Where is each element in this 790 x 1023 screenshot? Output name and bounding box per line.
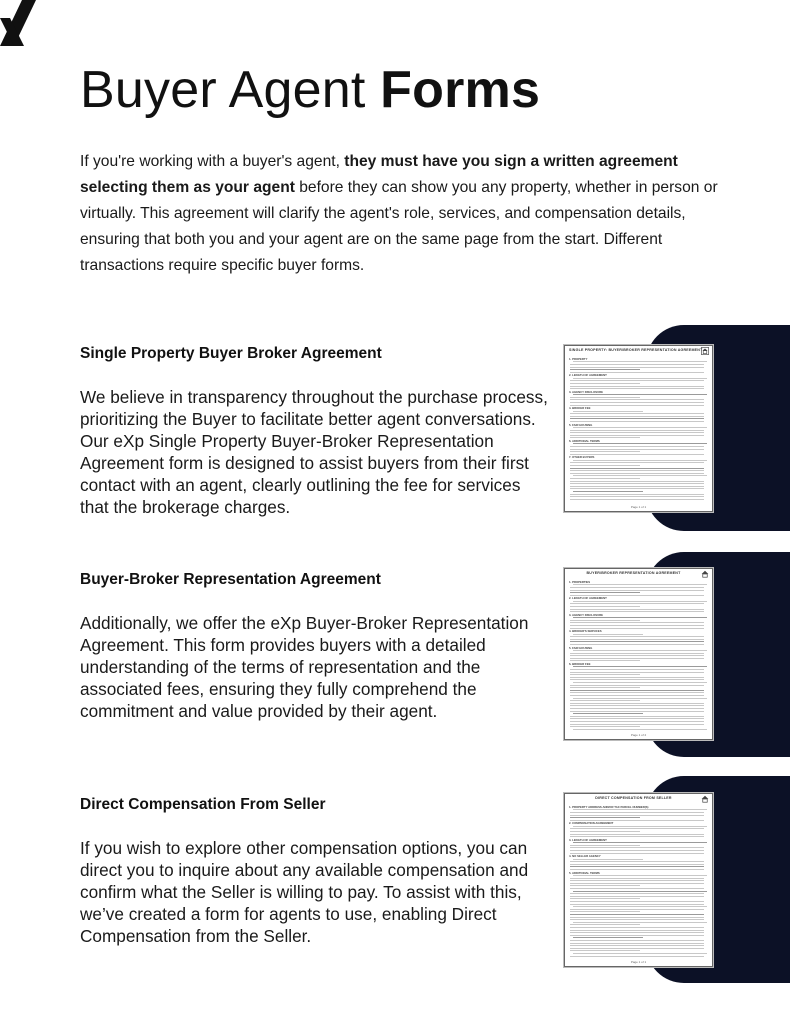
form-text-line	[570, 950, 640, 951]
form-text-line	[570, 716, 704, 717]
form-text-line	[570, 587, 704, 588]
form-text-line	[570, 721, 704, 722]
form-section-heading: 6. BROKER FEE	[569, 662, 591, 666]
form-text-line	[570, 924, 640, 925]
form-footer: Page 1 of 1	[630, 960, 647, 964]
form-text-line	[570, 432, 704, 433]
form-title: SINGLE PROPERTY: BUYER/BROKER REPRESENTATION AGREEMENT	[569, 348, 703, 352]
form-text-line	[570, 685, 704, 686]
form-thumbnail-direct-compensation[interactable]	[564, 793, 713, 967]
equal-housing-icon	[701, 570, 709, 578]
form-text-line	[570, 451, 640, 452]
form-text-line	[570, 850, 704, 851]
form-text-line	[573, 634, 643, 635]
form-text-line	[570, 708, 704, 709]
form-text-line	[570, 945, 704, 946]
form-text-line	[570, 943, 704, 944]
section-heading: Direct Compensation From Seller	[80, 796, 326, 813]
form-text-line	[570, 413, 704, 414]
form-text-line	[573, 584, 707, 585]
form-text-line	[570, 834, 704, 835]
form-text-line	[570, 465, 640, 466]
form-section-heading: 2. COMPENSATION AGREEMENT	[569, 821, 614, 826]
form-text-line	[570, 940, 704, 941]
form-text-line	[570, 435, 704, 436]
form-text-line	[570, 496, 704, 497]
form-text-line	[570, 705, 704, 706]
form-text-line	[573, 698, 707, 699]
form-text-line	[570, 488, 704, 489]
form-text-line	[573, 875, 707, 876]
section-buyer-broker	[80, 570, 550, 722]
form-text-line	[570, 919, 704, 920]
form-text-line	[570, 592, 640, 593]
form-text-line	[573, 666, 707, 667]
form-text-line	[573, 713, 643, 714]
form-text-line	[573, 937, 643, 938]
form-section-heading: 2. LENGTH OF AGREEMENT	[569, 596, 607, 601]
title-light: Buyer Agent	[80, 61, 366, 119]
form-text-line	[570, 397, 640, 398]
equal-housing-icon	[701, 347, 709, 355]
form-text-line	[570, 430, 704, 431]
form-section-heading: 7. OTHER BUYERS	[569, 455, 595, 460]
form-text-line	[573, 682, 707, 683]
form-section-heading: 4. NO SELLER AGENCY	[569, 854, 601, 859]
form-text-line	[573, 809, 707, 810]
form-section-heading: 6. ADDITIONAL TERMS	[569, 439, 600, 443]
form-section-heading: 4. BROKER'S SERVICES	[569, 629, 602, 634]
form-text-line	[570, 386, 704, 387]
form-text-line	[570, 679, 704, 680]
form-text-line	[570, 399, 704, 400]
form-text-line	[570, 653, 704, 654]
form-text-line	[570, 956, 704, 957]
form-thumbnail-single-property[interactable]	[564, 345, 713, 512]
form-text-line	[570, 672, 704, 673]
form-text-line	[573, 491, 643, 492]
form-text-line	[573, 891, 707, 892]
section-body: We believe in transparency throughout the purchase process, prioritizing the Buyer to facilitate better agent conversations. Our eXp Single Property Buyer-Broker Representation Agreement form is designed to assist buyers from their first contact with an agent, clearly outlining the fee for services that the brokerage charges.	[80, 387, 548, 517]
form-text-line	[570, 462, 704, 463]
exp-logo-icon	[0, 0, 42, 46]
form-text-line	[570, 878, 704, 879]
form-text-line	[570, 898, 640, 899]
form-text-line	[570, 468, 704, 469]
intro-part1: If you're working with a buyer's agent,	[80, 153, 345, 170]
form-text-line	[570, 606, 640, 607]
form-text-line	[570, 831, 640, 832]
form-text-line	[570, 674, 640, 675]
form-text-line	[570, 609, 704, 610]
form-thumbnail-buyer-broker[interactable]	[564, 568, 713, 740]
intro-part2: before they can show you any property, whether in person or virtually. This agreement will clarify the agent's role, services, and compensation details, ensuring that both you and your agent are on the same page from the start. Different transactions require specific buyer forms.	[80, 179, 718, 274]
form-text-line	[570, 828, 704, 829]
form-text-line	[570, 590, 704, 591]
form-section-heading: 1. PROPERTY ADDRESS AND/OR TAX PARCEL NUMBER(S)	[569, 805, 649, 809]
form-text-line	[573, 601, 707, 602]
form-footer: Page 1 of 2	[630, 733, 647, 737]
form-text-line	[573, 394, 707, 395]
section-body: If you wish to explore other compensation options, you can direct you to inquire about any available compensation and confirm what the Seller is willing to pay. To assist with this, we’ve created a form for agents to use, enabling Direct Compensation from the Seller.	[80, 838, 529, 946]
title-bold: Forms	[380, 61, 541, 119]
form-text-line	[570, 914, 704, 915]
form-text-line	[570, 690, 704, 691]
form-text-line	[573, 922, 707, 923]
form-text-line	[570, 473, 704, 474]
form-text-line	[570, 948, 704, 949]
form-text-line	[570, 888, 704, 889]
form-text-line	[573, 650, 707, 651]
form-section-heading: 2. LENGTH OF AGREEMENT	[569, 373, 607, 378]
form-text-line	[570, 711, 704, 712]
form-section-heading: 5. FAIR HOUSING	[569, 422, 593, 427]
form-text-line	[570, 880, 704, 881]
form-text-line	[570, 815, 704, 816]
form-text-line	[570, 499, 704, 500]
form-text-line	[570, 603, 704, 604]
form-text-line	[570, 883, 704, 884]
form-text-line	[570, 669, 704, 670]
form-text-line	[570, 380, 704, 381]
form-text-line	[570, 812, 704, 813]
form-text-line	[570, 620, 640, 621]
form-text-line	[570, 817, 640, 818]
form-text-line	[570, 901, 704, 902]
section-heading: Buyer-Broker Representation Agreement	[80, 571, 381, 588]
form-text-line	[570, 932, 704, 933]
section-heading: Single Property Buyer Broker Agreement	[80, 345, 382, 362]
form-text-line	[570, 402, 704, 403]
form-text-line	[570, 449, 704, 450]
form-text-line	[573, 953, 707, 954]
form-section-heading: 5. FAIR HOUSING	[569, 645, 593, 650]
form-section-heading: 3. AGENCY DISCLOSURE	[569, 612, 604, 617]
equal-housing-icon	[701, 795, 709, 803]
form-text-line	[570, 364, 704, 365]
form-text-line	[570, 885, 640, 886]
form-text-line	[570, 636, 704, 637]
form-text-line	[573, 859, 643, 860]
page-title	[80, 58, 540, 122]
form-text-line	[573, 826, 707, 827]
form-section-heading: 3. AGENCY DISCLOSURE	[569, 389, 604, 394]
form-section-heading: 1. PROPERTIES	[569, 580, 591, 584]
form-text-line	[570, 700, 640, 701]
form-text-line	[570, 864, 704, 865]
form-text-line	[570, 383, 640, 384]
form-text-line	[570, 639, 704, 640]
section-body: Additionally, we offer the eXp Buyer-Broker Representation Agreement. This form provides buyers with a detailed understanding of the terms of representation and the associated fees, ensuring they fully comprehend the commitment and value provided by their agent.	[80, 613, 529, 721]
form-text-line	[570, 418, 704, 419]
form-text-line	[573, 361, 707, 362]
form-text-line	[570, 718, 704, 719]
form-text-line	[570, 917, 704, 918]
form-text-line	[573, 475, 707, 476]
form-text-line	[573, 617, 707, 618]
form-text-line	[570, 904, 704, 905]
form-text-line	[570, 935, 704, 936]
form-text-line	[570, 692, 704, 693]
form-text-line	[570, 367, 704, 368]
form-text-line	[570, 481, 704, 482]
form-text-line	[570, 494, 704, 495]
form-text-line	[573, 906, 707, 907]
form-text-line	[570, 655, 704, 656]
form-text-line	[570, 911, 640, 912]
form-section-heading: 4. BROKER FEE	[569, 406, 591, 411]
form-text-line	[570, 483, 704, 484]
form-text-line	[570, 677, 704, 678]
form-text-line	[570, 896, 704, 897]
form-text-line	[573, 842, 707, 843]
form-text-line	[570, 847, 704, 848]
form-text-line	[570, 687, 640, 688]
form-section-heading: 3. LENGTH OF AGREEMENT	[569, 837, 607, 842]
form-title: BUYER/BROKER REPRESENTATION AGREEMENT	[586, 571, 681, 575]
form-text-line	[570, 478, 640, 479]
form-text-line	[570, 724, 704, 725]
form-text-line	[570, 726, 640, 727]
form-text-line	[570, 369, 640, 370]
section-direct-compensation	[80, 795, 550, 947]
form-title: DIRECT COMPENSATION FROM SELLER	[595, 796, 672, 800]
form-text-line	[570, 625, 704, 626]
form-text-line	[573, 729, 707, 730]
form-text-line	[570, 470, 704, 471]
form-text-line	[573, 460, 707, 461]
intro-paragraph	[80, 149, 720, 279]
form-text-line	[570, 930, 704, 931]
form-text-line	[570, 416, 704, 417]
form-text-line	[573, 443, 707, 444]
form-text-line	[570, 446, 704, 447]
form-text-line	[570, 622, 704, 623]
form-text-line	[573, 411, 643, 412]
form-text-line	[570, 486, 704, 487]
form-text-line	[570, 695, 704, 696]
form-footer: Page 1 of 1	[630, 505, 647, 509]
form-text-line	[570, 893, 704, 894]
form-text-line	[570, 658, 704, 659]
form-text-line	[573, 427, 707, 428]
form-text-line	[570, 845, 640, 846]
intro-bold: they must have you sign a written agreement selecting them as your agent	[80, 153, 678, 196]
form-text-line	[570, 909, 704, 910]
section-single-property	[80, 344, 550, 518]
form-section-heading: 5. ADDITIONAL TERMS	[569, 870, 600, 875]
form-text-line	[570, 641, 704, 642]
form-text-line	[570, 703, 704, 704]
form-text-line	[573, 378, 707, 379]
form-text-line	[570, 866, 704, 867]
form-text-line	[570, 861, 704, 862]
form-text-line	[570, 927, 704, 928]
form-section-heading: 1. PROPERTY	[569, 357, 588, 361]
